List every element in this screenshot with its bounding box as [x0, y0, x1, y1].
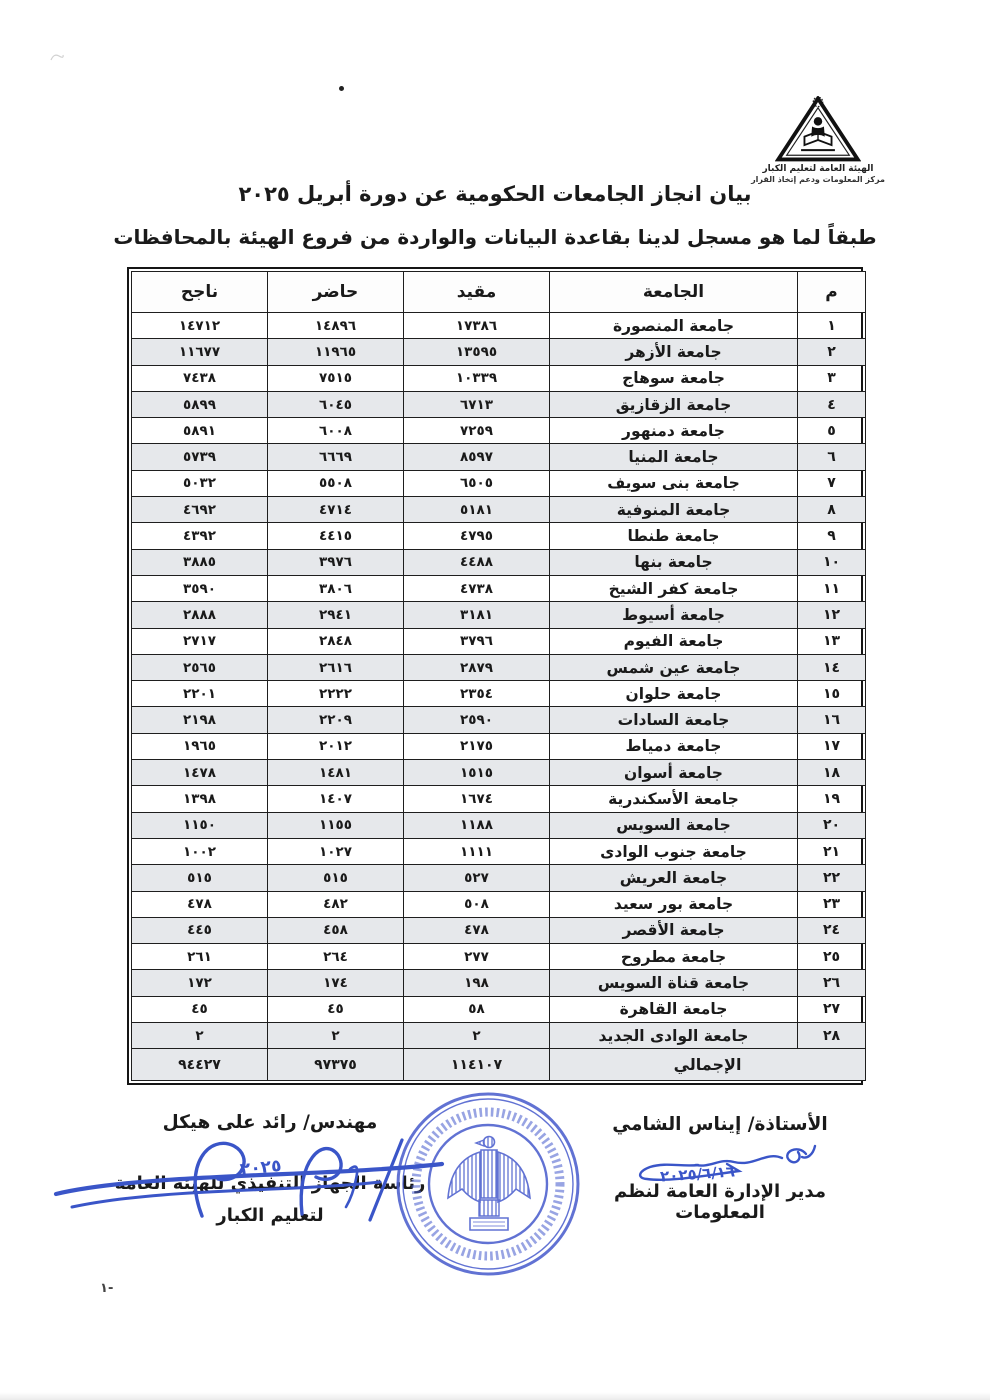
cell-enrolled-count: ٨٥٩٧	[404, 444, 550, 470]
cell-university-name: جامعة المنيا	[550, 444, 798, 470]
cell-row-number: ١٨	[798, 760, 866, 786]
cell-university-name: جامعة بنى سويف	[550, 470, 798, 496]
cell-passed-count: ١٤٧٨	[132, 760, 268, 786]
cell-passed-count: ٢٥٦٥	[132, 654, 268, 680]
cell-attended-count: ٢٠١٢	[268, 733, 404, 759]
cell-attended-count: ١١٥٥	[268, 812, 404, 838]
table-row	[132, 313, 866, 339]
cell-row-number: ٥	[798, 418, 866, 444]
table-row	[132, 470, 866, 496]
cell-attended-count: ٧٥١٥	[268, 365, 404, 391]
cell-university-name: جامعة سوهاج	[550, 365, 798, 391]
cell-row-number: ٢٢	[798, 865, 866, 891]
cell-enrolled-count: ٤٧٣٨	[404, 575, 550, 601]
table-row	[132, 391, 866, 417]
universities-table	[131, 271, 866, 1081]
table-row	[132, 891, 866, 917]
cell-enrolled-count: ١٩٨	[404, 970, 550, 996]
cell-row-number: ٢٤	[798, 917, 866, 943]
scan-dot	[339, 86, 344, 91]
table-row	[132, 865, 866, 891]
cell-university-name: جامعة أسيوط	[550, 602, 798, 628]
table-row	[132, 628, 866, 654]
cell-row-number: ١	[798, 313, 866, 339]
cell-row-number: ١٣	[798, 628, 866, 654]
cell-attended-count: ٤٧١٤	[268, 497, 404, 523]
cell-enrolled-count: ٦٧١٣	[404, 391, 550, 417]
cell-attended-count: ٦٠٠٨	[268, 418, 404, 444]
executive-role-line2: لتعليم الكبار	[216, 1205, 324, 1226]
cell-passed-count: ٢٨٨٨	[132, 602, 268, 628]
cell-passed-count: ١٤٧١٢	[132, 313, 268, 339]
cell-passed-count: ٣٨٨٥	[132, 549, 268, 575]
cell-attended-count: ١٤٨٩٦	[268, 313, 404, 339]
cell-university-name: جامعة المنصورة	[550, 313, 798, 339]
table-row	[132, 418, 866, 444]
cell-passed-count: ١٣٩٨	[132, 786, 268, 812]
cell-university-name: جامعة أسوان	[550, 760, 798, 786]
cell-attended-count: ٤٤١٥	[268, 523, 404, 549]
cell-enrolled-count: ٥٠٨	[404, 891, 550, 917]
cell-university-name: جامعة السويس	[550, 812, 798, 838]
cell-row-number: ٣	[798, 365, 866, 391]
page-title: بيان انجاز الجامعات الحكومية عن دورة أبريل ٢٠٢٥	[238, 182, 752, 206]
cell-enrolled-count: ٣١٨١	[404, 602, 550, 628]
table-row	[132, 602, 866, 628]
cell-attended-count: ١٧٤	[268, 970, 404, 996]
cell-passed-count: ٢٦١	[132, 944, 268, 970]
cell-attended-count: ١٤٨١	[268, 760, 404, 786]
cell-passed-count: ٥٨٩١	[132, 418, 268, 444]
table-row	[132, 1023, 866, 1049]
table-row	[132, 365, 866, 391]
cell-university-name: جامعة القاهرة	[550, 996, 798, 1022]
cell-attended-count: ٤٥٨	[268, 917, 404, 943]
cell-university-name: جامعة الزقازيق	[550, 391, 798, 417]
table-row	[132, 733, 866, 759]
total-label: الإجمالي	[550, 1049, 866, 1081]
cell-enrolled-count: ١٥١٥	[404, 760, 550, 786]
page-number-marker: ١-	[100, 1281, 114, 1296]
cell-attended-count: ٣٩٧٦	[268, 549, 404, 575]
cell-enrolled-count: ٥٨	[404, 996, 550, 1022]
cell-passed-count: ١٩٦٥	[132, 733, 268, 759]
cell-row-number: ٢٨	[798, 1023, 866, 1049]
cell-attended-count: ٢٨٤٨	[268, 628, 404, 654]
cell-enrolled-count: ٢٧٧	[404, 944, 550, 970]
executive-signature-date: ٢٠٢٥	[239, 1155, 283, 1181]
cell-passed-count: ٤٥	[132, 996, 268, 1022]
col-header-enrolled: مقيد	[404, 272, 550, 313]
official-round-stamp-icon	[394, 1090, 582, 1278]
cell-enrolled-count: ١٧٣٨٦	[404, 313, 550, 339]
cell-row-number: ٢١	[798, 838, 866, 864]
cell-enrolled-count: ١٦٧٤	[404, 786, 550, 812]
cell-attended-count: ١٠٢٧	[268, 838, 404, 864]
cell-row-number: ٨	[798, 497, 866, 523]
cell-passed-count: ٥٨٩٩	[132, 391, 268, 417]
cell-passed-count: ٢٧١٧	[132, 628, 268, 654]
table-row	[132, 996, 866, 1022]
cell-attended-count: ٤٨٢	[268, 891, 404, 917]
cell-university-name: جامعة الوادى الجديد	[550, 1023, 798, 1049]
total-attended: ٩٧٣٧٥	[268, 1049, 404, 1081]
cell-attended-count: ١٤٠٧	[268, 786, 404, 812]
cell-row-number: ٢٠	[798, 812, 866, 838]
cell-university-name: جامعة الأزهر	[550, 339, 798, 365]
cell-passed-count: ٤٦٩٢	[132, 497, 268, 523]
cell-enrolled-count: ٥١٨١	[404, 497, 550, 523]
executive-role-line1: رئاسة الجهاز التنفيذي للهيئة العامة	[114, 1173, 426, 1194]
table-row	[132, 786, 866, 812]
cell-enrolled-count: ٤٧٨	[404, 917, 550, 943]
cell-enrolled-count: ٢٣٥٤	[404, 681, 550, 707]
header-row	[132, 272, 866, 313]
cell-university-name: جامعة العريش	[550, 865, 798, 891]
cell-university-name: جامعة حلوان	[550, 681, 798, 707]
col-header-university: الجامعة	[550, 272, 798, 313]
cell-enrolled-count: ٤٤٨٨	[404, 549, 550, 575]
cell-passed-count: ١١٥٠	[132, 812, 268, 838]
cell-row-number: ٩	[798, 523, 866, 549]
table-row	[132, 575, 866, 601]
cell-university-name: جامعة المنوفية	[550, 497, 798, 523]
table-row	[132, 681, 866, 707]
cell-passed-count: ٥٠٣٢	[132, 470, 268, 496]
cell-passed-count: ٥٧٣٩	[132, 444, 268, 470]
cell-row-number: ٢٣	[798, 891, 866, 917]
cell-row-number: ١٤	[798, 654, 866, 680]
cell-passed-count: ٣٥٩٠	[132, 575, 268, 601]
cell-enrolled-count: ١٠٣٣٩	[404, 365, 550, 391]
cell-row-number: ١٥	[798, 681, 866, 707]
table-row	[132, 523, 866, 549]
cell-row-number: ١٩	[798, 786, 866, 812]
total-enrolled: ١١٤١٠٧	[404, 1049, 550, 1081]
cell-attended-count: ٤٥	[268, 996, 404, 1022]
cell-passed-count: ٤٣٩٢	[132, 523, 268, 549]
table-row	[132, 549, 866, 575]
cell-attended-count: ٢٢٢٢	[268, 681, 404, 707]
cell-attended-count: ٦٠٤٥	[268, 391, 404, 417]
cell-enrolled-count: ٢٨٧٩	[404, 654, 550, 680]
cell-attended-count: ٢٩٤١	[268, 602, 404, 628]
table-row	[132, 339, 866, 365]
cell-passed-count: ٢	[132, 1023, 268, 1049]
page-subtitle: طبقاً لما هو مسجل لدينا بقاعدة البيانات والواردة من فروع الهيئة بالمحافظات	[113, 225, 877, 249]
cell-passed-count: ٢٢٠١	[132, 681, 268, 707]
cell-row-number: ١٢	[798, 602, 866, 628]
cell-row-number: ٢	[798, 339, 866, 365]
cell-attended-count: ٢٦٤	[268, 944, 404, 970]
scan-speck	[50, 52, 64, 62]
cell-passed-count: ١٧٢	[132, 970, 268, 996]
cell-enrolled-count: ٢٥٩٠	[404, 707, 550, 733]
cell-attended-count: ٥١٥	[268, 865, 404, 891]
adult-education-logo-icon	[775, 96, 861, 162]
table-row	[132, 654, 866, 680]
cell-passed-count: ٢١٩٨	[132, 707, 268, 733]
cell-enrolled-count: ١١٨٨	[404, 812, 550, 838]
cell-enrolled-count: ٢١٧٥	[404, 733, 550, 759]
executive-name: مهندس/ رائد على هيكل	[162, 1112, 378, 1133]
table-row	[132, 760, 866, 786]
col-header-passed: ناجح	[132, 272, 268, 313]
logo-center-name: مركز المعلومات ودعم إتخاذ القرار	[751, 175, 885, 184]
cell-university-name: جامعة دمنهور	[550, 418, 798, 444]
cell-enrolled-count: ١١١١	[404, 838, 550, 864]
table-row	[132, 707, 866, 733]
cell-passed-count: ١١٦٧٧	[132, 339, 268, 365]
table-row	[132, 944, 866, 970]
total-row	[132, 1049, 866, 1081]
cell-row-number: ٢٥	[798, 944, 866, 970]
table-row	[132, 812, 866, 838]
cell-row-number: ٢٧	[798, 996, 866, 1022]
cell-passed-count: ٥١٥	[132, 865, 268, 891]
cell-enrolled-count: ١٣٥٩٥	[404, 339, 550, 365]
col-header-attended: حاضر	[268, 272, 404, 313]
cell-university-name: جامعة جنوب الوادى	[550, 838, 798, 864]
cell-row-number: ٢٦	[798, 970, 866, 996]
logo-org-name: الهيئة العامة لتعليم الكبار	[762, 164, 874, 174]
cell-attended-count: ٢	[268, 1023, 404, 1049]
cell-row-number: ٤	[798, 391, 866, 417]
cell-enrolled-count: ٢	[404, 1023, 550, 1049]
cell-university-name: جامعة الأقصر	[550, 917, 798, 943]
cell-row-number: ١١	[798, 575, 866, 601]
director-signature-date: ٢٠٢٥/٦/١٦	[659, 1162, 736, 1186]
total-passed: ٩٤٤٢٧	[132, 1049, 268, 1081]
table-row	[132, 970, 866, 996]
table-row	[132, 917, 866, 943]
cell-university-name: جامعة كفر الشيخ	[550, 575, 798, 601]
director-name: الأستاذة/ إيناس الشامي	[612, 1114, 828, 1135]
director-role: مدير الإدارة العامة لنظم المعلومات	[614, 1181, 826, 1223]
cell-row-number: ٦	[798, 444, 866, 470]
cell-enrolled-count: ٦٥٠٥	[404, 470, 550, 496]
table-row	[132, 838, 866, 864]
cell-university-name: جامعة طنطا	[550, 523, 798, 549]
cell-enrolled-count: ٥٢٧	[404, 865, 550, 891]
cell-row-number: ١٦	[798, 707, 866, 733]
authority-logo	[728, 96, 908, 184]
cell-passed-count: ٤٧٨	[132, 891, 268, 917]
cell-enrolled-count: ٧٢٥٩	[404, 418, 550, 444]
cell-attended-count: ٣٨٠٦	[268, 575, 404, 601]
cell-attended-count: ٥٥٠٨	[268, 470, 404, 496]
cell-enrolled-count: ٣٧٩٦	[404, 628, 550, 654]
cell-university-name: جامعة بور سعيد	[550, 891, 798, 917]
cell-university-name: جامعة دمياط	[550, 733, 798, 759]
table-row	[132, 497, 866, 523]
cell-university-name: جامعة الأسكندرية	[550, 786, 798, 812]
cell-passed-count: ١٠٠٢	[132, 838, 268, 864]
cell-university-name: جامعة عين شمس	[550, 654, 798, 680]
cell-enrolled-count: ٤٧٩٥	[404, 523, 550, 549]
cell-row-number: ١٠	[798, 549, 866, 575]
cell-passed-count: ٧٤٣٨	[132, 365, 268, 391]
universities-table-frame	[127, 267, 863, 1085]
cell-university-name: جامعة السادات	[550, 707, 798, 733]
cell-university-name: جامعة قناة السويس	[550, 970, 798, 996]
cell-passed-count: ٤٤٥	[132, 917, 268, 943]
cell-row-number: ١٧	[798, 733, 866, 759]
table-row	[132, 444, 866, 470]
cell-university-name: جامعة بنها	[550, 549, 798, 575]
cell-attended-count: ١١٩٦٥	[268, 339, 404, 365]
cell-university-name: جامعة الفيوم	[550, 628, 798, 654]
cell-attended-count: ٢٦١٦	[268, 654, 404, 680]
cell-row-number: ٧	[798, 470, 866, 496]
cell-university-name: جامعة مطروح	[550, 944, 798, 970]
col-header-number: م	[798, 272, 866, 313]
cell-attended-count: ٢٢٠٩	[268, 707, 404, 733]
cell-attended-count: ٦٦٦٩	[268, 444, 404, 470]
